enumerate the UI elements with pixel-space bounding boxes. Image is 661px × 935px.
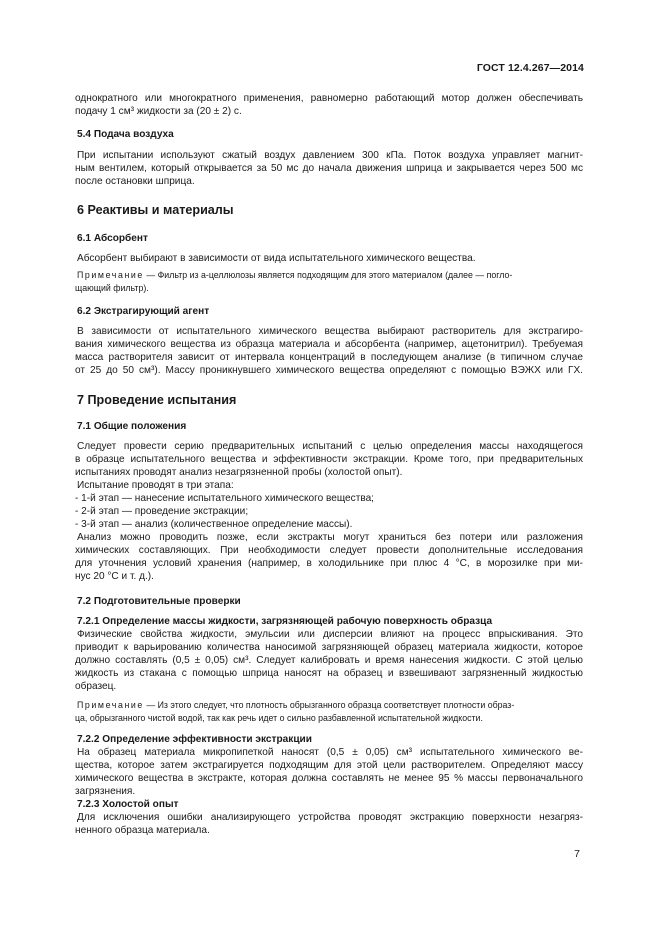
section-heading-7-1: 7.1 Общие положения xyxy=(77,421,187,432)
section-heading-6-1: 6.1 Абсорбент xyxy=(77,233,148,244)
paragraph-line: жидкость из стакана с помощью шприца наносят на образец и взвешивают загрязненный жидкостью xyxy=(75,668,583,679)
paragraph-line: Физические свойства жидкости, эмульсии или дисперсии влияют на процесс впрыскивания. Это xyxy=(77,629,583,640)
section-heading-7-2-1: 7.2.1 Определение массы жидкости, загрязняющей рабочую поверхность образца xyxy=(77,616,493,627)
paragraph-line: после остановки шприца. xyxy=(75,176,195,187)
section-heading-7-2-3: 7.2.3 Холостой опыт xyxy=(77,799,179,810)
paragraph-line: испытаниях проводят анализ незагрязненной пробы (холостой опыт). xyxy=(75,467,403,478)
section-heading-7: 7 Проведение испытания xyxy=(77,393,237,407)
paragraph-line: Испытание проводят в три этапа: xyxy=(77,480,234,491)
paragraph-line: Анализ можно проводить позже, если экстракты могут храниться без потери или разложения xyxy=(77,532,583,543)
paragraph-line: должно составлять (0,5 ± 0,05) см³. Следует калибровать и время нанесения жидкости. С этой целью xyxy=(75,655,583,666)
paragraph-line: При испытании используют сжатый воздух давлением 300 кПа. Поток воздуха управляет магнит- xyxy=(77,150,583,161)
paragraph-line: однократного или многократного применения, равномерно работающий мотор должен обеспечивать xyxy=(75,93,583,104)
section-heading-7-2-2: 7.2.2 Определение эффективности экстракции xyxy=(77,734,312,745)
paragraph-line: масса растворителя зависит от интервала концентраций в последующем анализе (в типичном случае xyxy=(75,352,583,363)
paragraph-line: подачу 1 см³ жидкости за (20 ± 2) с. xyxy=(75,106,242,117)
note-line xyxy=(77,699,583,711)
paragraph-line: для уточнения условий хранения (например, в холодильнике при плюс 4 °С, в морозилке при ми- xyxy=(75,558,583,569)
paragraph-line: ненного образца материала. xyxy=(75,825,210,836)
list-item: - 2-й этап — проведение экстракции; xyxy=(75,506,249,517)
paragraph-line: щества, которое затем экстрагируется подходящим для этой цели растворителем. Определяют массу xyxy=(75,760,583,771)
section-heading-6: 6 Реактивы и материалы xyxy=(77,203,234,217)
paragraph-line: вания химического вещества из образца материала и абсорбента (например, ацетонитрил). Требуемая xyxy=(75,339,583,350)
note-text: — Из этого следует, что плотность обрызганного образца соответствует плотности образ- xyxy=(143,700,515,710)
section-heading-7-2: 7.2 Подготовительные проверки xyxy=(77,596,241,607)
note-label: Примечание xyxy=(77,700,144,710)
paragraph-line: В зависимости от испытательного химического вещества выбирают растворитель для экстрагиро- xyxy=(77,326,583,337)
note-line: ца, обрызганного чистой водой, так как речь идет о сильно разбавленной испытательной жидкости. xyxy=(75,713,483,723)
section-heading-6-2: 6.2 Экстрагирующий агент xyxy=(77,306,210,317)
paragraph-line: Для исключения ошибки анализирующего устройства проводят экстракцию поверхности незагряз- xyxy=(77,812,583,823)
paragraph-line: приводит к варьированию количества наносимой загрязняющей образец материала жидкости, которое xyxy=(75,642,583,653)
note-line xyxy=(77,269,583,281)
note-text: — Фильтр из а-целлюлозы является подходящим для этого материалом (далее — погло- xyxy=(143,270,513,280)
note-label: Примечание xyxy=(77,270,144,280)
paragraph-line: На образец материала микропипеткой наносят (0,5 ± 0,05) см³ испытательного химического ве- xyxy=(77,747,583,758)
paragraph-line: ным вентилем, который открывается за 50 мс до начала движения шприца и закрывается через 500 мс xyxy=(75,163,583,174)
page-header-doc-code: ГОСТ 12.4.267—2014 xyxy=(476,62,584,74)
document-body xyxy=(75,92,583,852)
paragraph-line: образец. xyxy=(75,681,117,692)
paragraph-line: химических составляющих. При необходимости следует провести дополнительные исследования xyxy=(75,545,583,556)
paragraph-line: Следует провести серию предварительных испытаний с целью определения массы находящегося xyxy=(77,441,583,452)
page-number: 7 xyxy=(574,848,580,860)
paragraph-line: химического вещества в экстракте, которая должна составлять не менее 95 % массы первоначального xyxy=(75,773,583,784)
paragraph-line: нус 20 °С и т. д.). xyxy=(75,571,154,582)
paragraph-line: загрязнения. xyxy=(75,786,136,797)
note-line: щающий фильтр). xyxy=(75,283,149,293)
paragraph-line: в образце испытательного вещества и эффективности экстракции. Кроме того, при предварительных xyxy=(75,454,583,465)
list-item: - 3-й этап — анализ (количественное определение массы). xyxy=(75,519,353,530)
paragraph-line: Абсорбент выбирают в зависимости от вида испытательного химического вещества. xyxy=(77,253,476,264)
list-item: - 1-й этап — нанесение испытательного химического вещества; xyxy=(75,493,374,504)
section-heading-5-4: 5.4 Подача воздуха xyxy=(77,129,174,140)
paragraph-line: от 25 до 50 см³). Массу проникнувшего химического вещества определяют с помощью ВЭЖХ или ГХ. xyxy=(75,365,583,376)
